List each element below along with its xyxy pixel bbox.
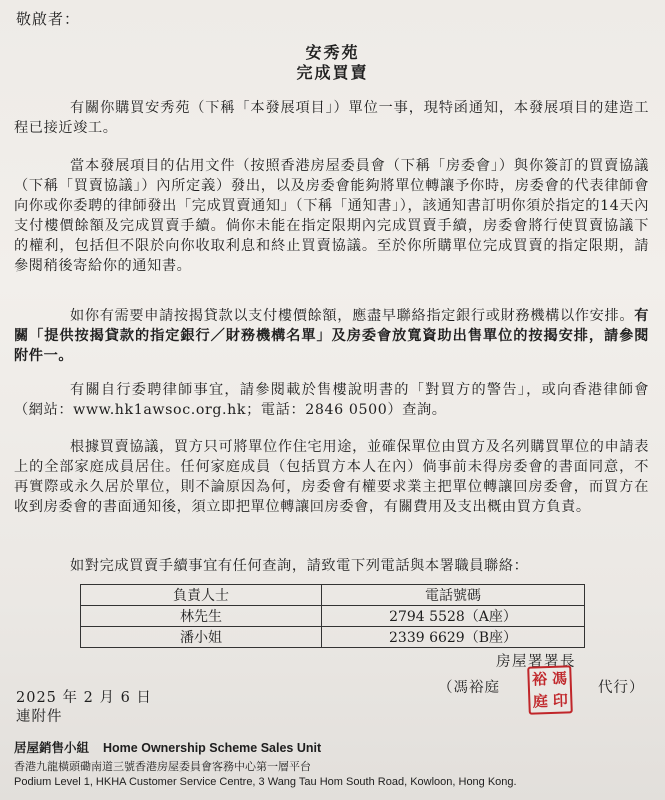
signer-line bbox=[438, 676, 645, 697]
footer-address-en: Podium Level 1, HKHA Customer Service Centre, 3 Wang Tau Hom South Road, Kowloon, Hong Kong. bbox=[14, 776, 517, 788]
contact-phone: 2794 5528（A座） bbox=[322, 606, 585, 627]
signer-name: （馮裕庭 bbox=[438, 680, 500, 696]
signature-seal bbox=[527, 665, 573, 715]
footer-unit bbox=[14, 738, 517, 756]
footer-address-zh: 香港九龍橫頭磡南道三號香港房屋委員會客務中心第一層平台 bbox=[14, 761, 311, 773]
mortgage-text: 如你有需要申請按揭貸款以支付樓價餘額，應盡早聯絡指定銀行或財務機構以作安排。 bbox=[70, 308, 635, 324]
mortgage-bold-text: 有關「提供按揭貸款的指定銀行／財務機構名單」及房委會放寬資助出售單位的按揭安排，請參閱附件一。 bbox=[14, 308, 649, 364]
table-row bbox=[81, 606, 585, 627]
paragraph-completion-notice: 有關你購買安秀苑（下稱「本發展項目」）單位一事，現特函通知，本發展項目的建造工程已接近竣工。 bbox=[14, 100, 649, 136]
salutation: 敬啟者： bbox=[16, 10, 81, 28]
paragraph-solicitor: 有關自行委聘律師事宜，請參閱載於售樓說明書的「對買方的警告」，或向香港律師會（網站：www.hk1awsoc.org.hk；電話：2846 0500）查詢。 bbox=[14, 382, 649, 418]
contact-phone: 2339 6629（B座） bbox=[322, 627, 585, 648]
signer-title: 房屋署署長 bbox=[496, 654, 576, 670]
signer-role: 代行） bbox=[598, 680, 645, 696]
seal-char: 馮 bbox=[551, 668, 568, 688]
table-row bbox=[81, 627, 585, 648]
paragraph-mortgage bbox=[14, 306, 649, 366]
contact-person: 潘小姐 bbox=[81, 627, 322, 648]
table-header-row bbox=[81, 585, 585, 606]
paragraph-residential-use: 根據買賣協議，買方只可將單位作住宅用途，並確保單位由買方及名列購買單位的申請表上的全部家庭成員居住。任何家庭成員（包括買方本人在內）倘事前未得房委會的書面同意，不再實際或永久居於單位，則不論原因為何，房委會有權要求業主把單位轉讓回房委會，而買方在收到房委會的書面通知後，須立即把單位轉讓回房委會，有關費用及支出概由買方負責。 bbox=[14, 439, 649, 515]
seal-char: 庭 bbox=[532, 691, 549, 711]
contact-person: 林先生 bbox=[81, 606, 322, 627]
enclosure-note: 連附件 bbox=[16, 709, 63, 725]
seal-char: 裕 bbox=[531, 669, 548, 689]
paragraph-occupation-document: 當本發展項目的佔用文件（按照香港房屋委員會（下稱「房委會」）與你簽訂的買賣協議（下稱「買賣協議」）內所定義）發出，以及房委會能夠將單位轉讓予你時，房委會的代表律師會向你或你委聘的律師發出「完成買賣通知」（下稱「通知書」），該通知書訂明你須於指定的14天內支付樓價餘額及完成買賣手續。倘你未能在指定限期內完成買賣手續，房委會將行使買賣協議下的權利，包括但不限於向你收取利息和終止買賣協議。至於你所購單位完成買賣的指定限期，請參閱稍後寄給你的通知書。 bbox=[14, 158, 649, 274]
header-phone: 電話號碼 bbox=[322, 585, 585, 606]
contacts-table bbox=[80, 584, 585, 648]
header-person: 負責人士 bbox=[81, 585, 322, 606]
footer-unit-en: Home Ownership Scheme Sales Unit bbox=[103, 741, 322, 755]
contact-intro: 如對完成買賣手續事宜有任何查詢，請致電下列電話與本署職員聯絡： bbox=[70, 558, 529, 574]
letter-title-estate: 安秀苑 bbox=[305, 43, 360, 62]
letterhead-footer bbox=[14, 738, 517, 788]
letter-date: 2025 年 2 月 6 日 bbox=[16, 690, 152, 706]
letter-title-subject: 完成買賣 bbox=[296, 63, 369, 82]
seal-char: 印 bbox=[552, 690, 569, 710]
footer-unit-zh: 居屋銷售小組 bbox=[14, 741, 90, 755]
